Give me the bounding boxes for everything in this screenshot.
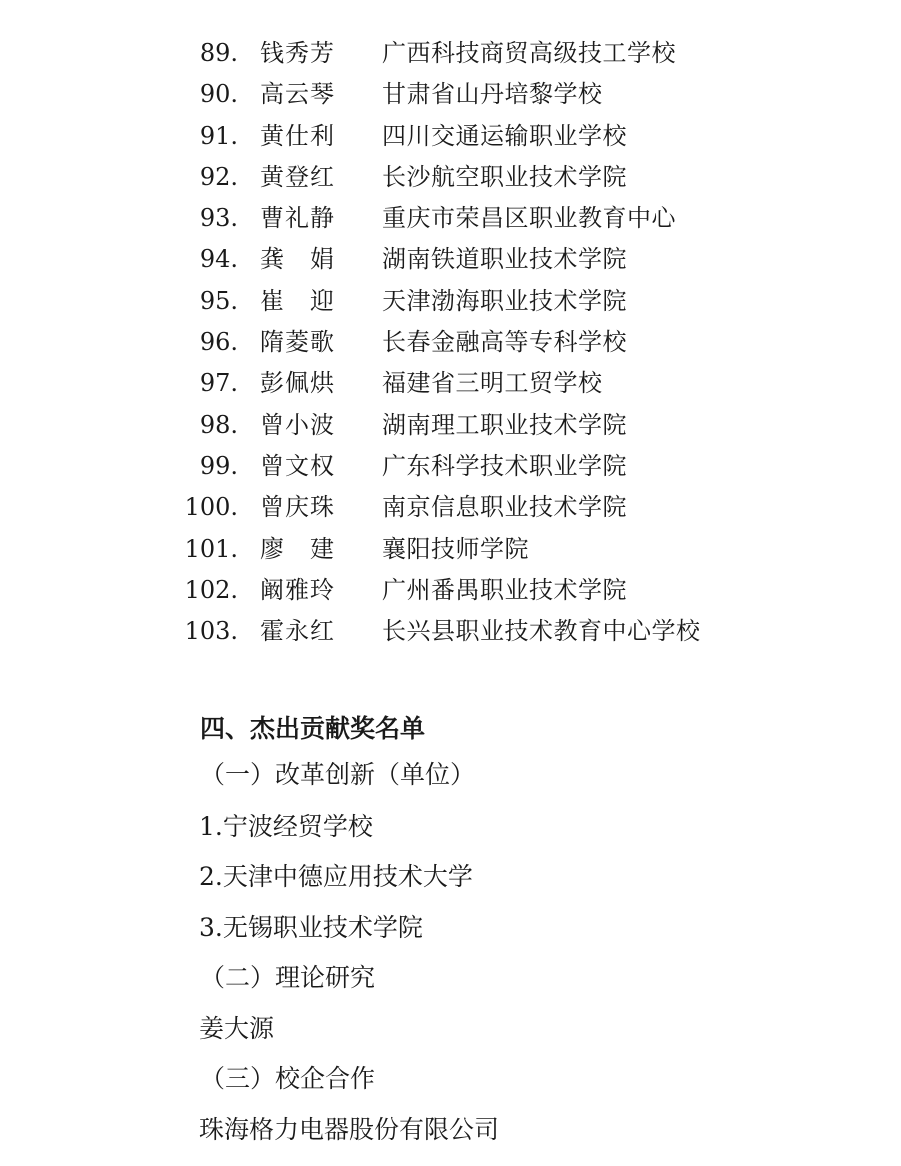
institution-name: 天津渤海职业技术学院 [382, 286, 627, 315]
item-number: 98. [199, 410, 238, 439]
person-name: 廖 建 [260, 534, 335, 563]
theory-awardee: 姜大源 [199, 1014, 275, 1043]
person-name: 曹礼静 [260, 204, 335, 233]
awardee-list [0, 33, 901, 652]
item-number: 97. [199, 369, 238, 398]
person-name: 霍永红 [260, 617, 335, 646]
institution-name: 湖南理工职业技术学院 [382, 410, 627, 439]
item-number: 90. [199, 80, 238, 109]
institution-name: 福建省三明工贸学校 [382, 369, 603, 398]
item-number: 100. [184, 493, 238, 522]
reform-item: 3.无锡职业技术学院 [199, 913, 423, 942]
item-number: 102. [184, 575, 238, 604]
item-number: 95. [199, 286, 238, 315]
item-number: 103. [184, 617, 238, 646]
list-item [0, 198, 901, 239]
institution-name: 广东科学技术职业学院 [382, 451, 627, 480]
subsection-title-theory: （二）理论研究 [200, 963, 376, 992]
list-item [0, 157, 901, 198]
person-name: 钱秀芳 [260, 39, 335, 67]
item-number: 91. [199, 121, 238, 150]
list-item [0, 529, 901, 570]
cooperation-awardee: 珠海格力电器股份有限公司 [199, 1115, 500, 1144]
institution-name: 广州番禺职业技术学院 [382, 575, 627, 604]
person-name: 黄仕利 [260, 121, 335, 150]
list-item [0, 239, 901, 280]
list-item [0, 281, 901, 322]
reform-item: 1.宁波经贸学校 [199, 812, 373, 841]
subsection-title-reform: （一）改革创新（单位） [200, 760, 476, 789]
reform-item: 2.天津中德应用技术大学 [199, 862, 473, 891]
institution-name: 湖南铁道职业技术学院 [382, 245, 627, 274]
item-number: 101. [184, 534, 238, 563]
subsection-title-cooperation: （三）校企合作 [200, 1064, 376, 1093]
list-item [0, 570, 901, 611]
institution-name: 甘肃省山丹培黎学校 [382, 80, 603, 109]
institution-name: 襄阳技师学院 [382, 534, 529, 563]
institution-name: 长沙航空职业技术学院 [382, 162, 627, 191]
list-item [0, 446, 901, 487]
institution-name: 四川交通运输职业学校 [382, 121, 627, 150]
list-item [0, 322, 901, 363]
item-number: 92. [199, 162, 238, 191]
list-item [0, 116, 901, 157]
person-name: 曾庆珠 [260, 493, 335, 522]
institution-name: 长春金融高等专科学校 [382, 328, 627, 357]
institution-name: 广西科技商贸高级技工学校 [382, 39, 676, 67]
list-item [0, 405, 901, 446]
list-item [0, 487, 901, 528]
list-item [0, 363, 901, 404]
person-name: 龚 娟 [260, 245, 335, 274]
person-name: 崔 迎 [260, 286, 335, 315]
item-number: 93. [199, 204, 238, 233]
institution-name: 长兴县职业技术教育中心学校 [382, 617, 701, 646]
section-heading: 四、杰出贡献奖名单 [200, 714, 426, 743]
person-name: 阚雅玲 [260, 575, 335, 604]
person-name: 彭佩烘 [260, 369, 335, 398]
person-name: 曾小波 [260, 410, 335, 439]
list-item [0, 611, 901, 652]
person-name: 隋菱歌 [260, 328, 335, 357]
list-item [0, 33, 901, 74]
institution-name: 南京信息职业技术学院 [382, 493, 627, 522]
person-name: 曾文权 [260, 451, 335, 480]
item-number: 96. [199, 328, 238, 357]
item-number: 89. [199, 39, 238, 67]
item-number: 99. [199, 451, 238, 480]
institution-name: 重庆市荣昌区职业教育中心 [382, 204, 676, 233]
list-item [0, 74, 901, 115]
person-name: 高云琴 [260, 80, 335, 109]
item-number: 94. [199, 245, 238, 274]
person-name: 黄登红 [260, 162, 335, 191]
